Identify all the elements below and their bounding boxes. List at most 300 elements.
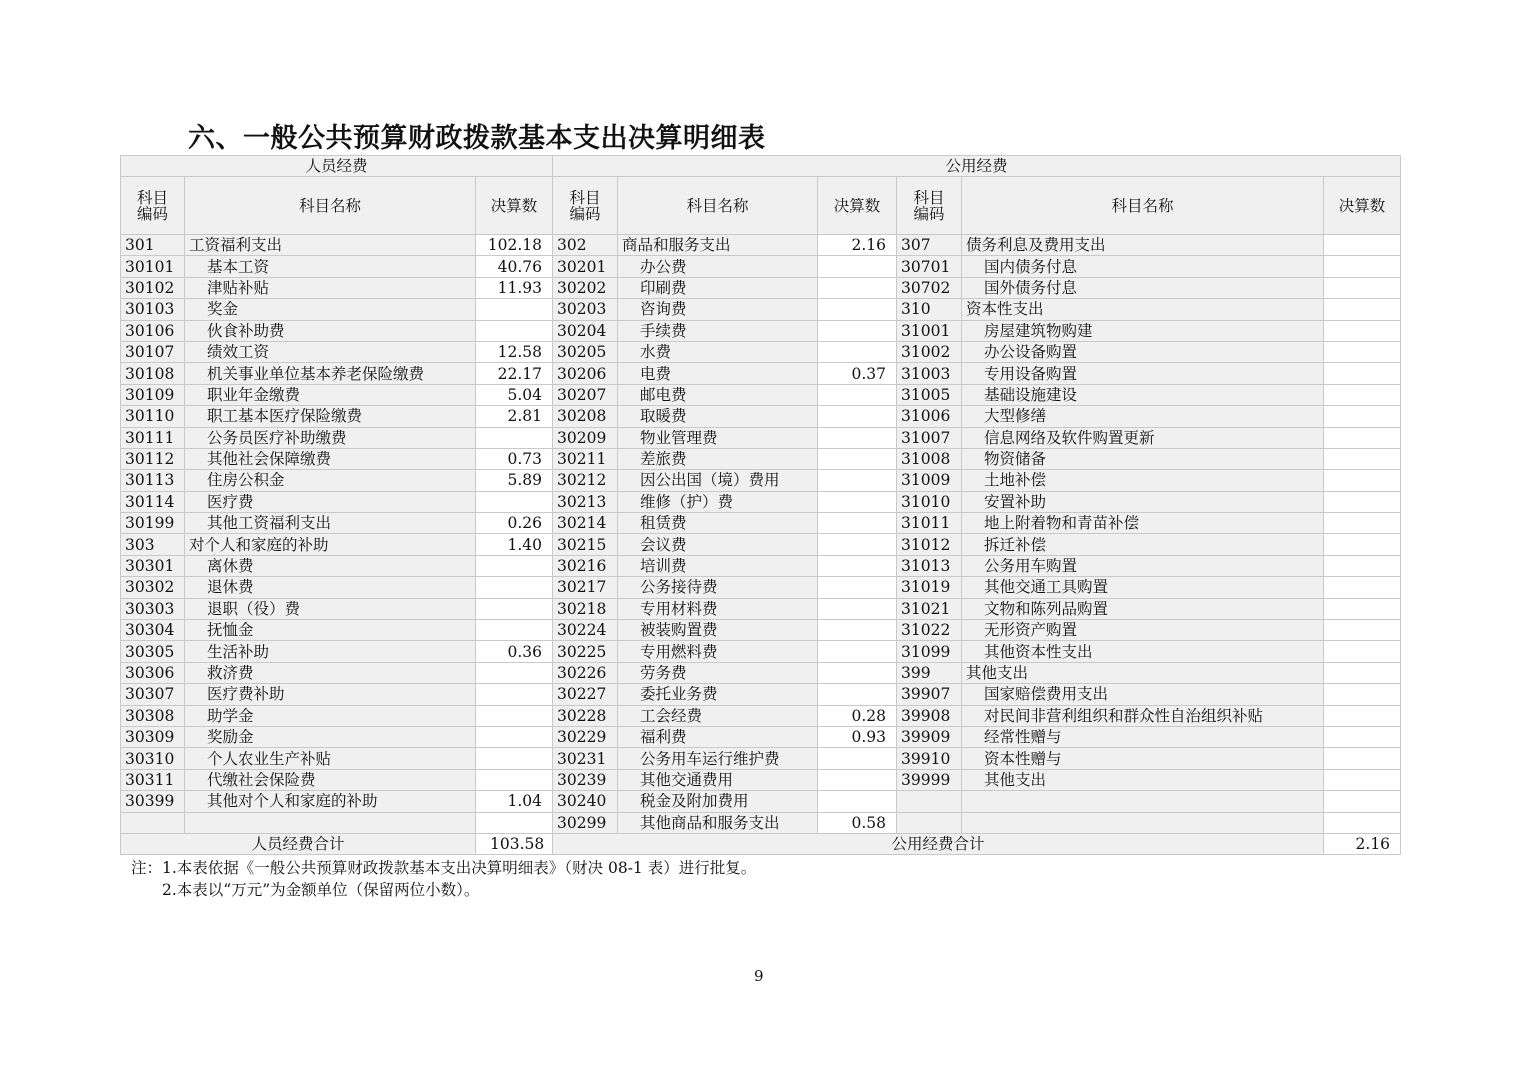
account-code: 30211: [553, 448, 618, 469]
account-code: 30308: [121, 705, 185, 726]
account-name: [618, 320, 818, 341]
account-name-text: 住房公积金: [207, 471, 285, 490]
account-name: [185, 470, 476, 491]
account-code: 30239: [553, 769, 618, 790]
amount: [476, 620, 553, 641]
header-name: 科目名称: [185, 177, 476, 235]
personnel-total-amount: 103.58: [476, 833, 553, 854]
account-code: 31019: [897, 577, 962, 598]
section-personnel: 人员经费: [121, 156, 553, 177]
account-name: [185, 534, 476, 555]
amount: [818, 555, 897, 576]
account-name: [185, 513, 476, 534]
header-code: 科目 编码: [553, 177, 618, 235]
account-name-text: 对个人和家庭的补助: [189, 535, 329, 554]
table-row: [121, 491, 1401, 512]
account-name-text: 职业年金缴费: [207, 385, 301, 404]
account-name: [185, 662, 476, 683]
account-name: [962, 320, 1324, 341]
account-code: 30702: [897, 277, 962, 298]
account-name: [185, 363, 476, 384]
account-code: 31099: [897, 641, 962, 662]
account-code: 39908: [897, 705, 962, 726]
account-name-text: 物业管理费: [640, 428, 718, 447]
account-code: 30311: [121, 769, 185, 790]
account-name-text: 抚恤金: [207, 621, 254, 640]
amount: [1324, 748, 1401, 769]
account-code: 31001: [897, 320, 962, 341]
public-total-label: 公用经费合计: [553, 833, 1324, 854]
account-code: 39910: [897, 748, 962, 769]
table-row: [121, 470, 1401, 491]
account-name: [185, 577, 476, 598]
header-code: 科目 编码: [897, 177, 962, 235]
account-name-text: 其他社会保障缴费: [207, 450, 332, 469]
account-name: [185, 620, 476, 641]
account-name-text: 地上附着物和青苗补偿: [984, 514, 1140, 533]
account-name: [618, 256, 818, 277]
account-name-text: 办公费: [640, 257, 687, 276]
account-code: 30214: [553, 513, 618, 534]
account-code: 30299: [553, 812, 618, 833]
account-name: [185, 384, 476, 405]
account-name-text: 专用燃料费: [640, 642, 718, 661]
account-name-text: 水费: [640, 343, 672, 362]
account-name: [185, 748, 476, 769]
account-name: [185, 684, 476, 705]
account-code: 31002: [897, 341, 962, 362]
account-name: [962, 555, 1324, 576]
amount: [1324, 277, 1401, 298]
account-code: 30108: [121, 363, 185, 384]
account-code: 31013: [897, 555, 962, 576]
account-code: 31021: [897, 598, 962, 619]
account-name: [185, 705, 476, 726]
table-row: [121, 812, 1401, 833]
account-code: 30303: [121, 598, 185, 619]
account-name: [962, 491, 1324, 512]
account-name-text: 被装购置费: [640, 621, 718, 640]
account-name-text: 经常性赠与: [984, 728, 1062, 747]
account-name: [185, 235, 476, 256]
amount: [818, 662, 897, 683]
account-code: 30305: [121, 641, 185, 662]
account-name: [962, 812, 1324, 833]
table-row: [121, 384, 1401, 405]
account-code: 31010: [897, 491, 962, 512]
account-name: [962, 577, 1324, 598]
account-name-text: 公务员医疗补助缴费: [207, 428, 347, 447]
amount: [1324, 256, 1401, 277]
table-row: [121, 448, 1401, 469]
account-name: [962, 534, 1324, 555]
account-name: [185, 641, 476, 662]
amount: [1324, 791, 1401, 812]
table-row: [121, 620, 1401, 641]
amount: [1324, 235, 1401, 256]
account-name-text: 文物和陈列品购置: [984, 599, 1109, 618]
account-name-text: 差旅费: [640, 450, 687, 469]
amount: [1324, 491, 1401, 512]
account-name-text: 福利费: [640, 728, 687, 747]
account-name: [618, 534, 818, 555]
account-code: 30202: [553, 277, 618, 298]
table-row: [121, 726, 1401, 747]
account-name-text: 无形资产购置: [984, 621, 1078, 640]
account-name-text: 退职（役）费: [207, 599, 301, 618]
account-name: [185, 256, 476, 277]
amount: [818, 470, 897, 491]
account-name-text: 拆迁补偿: [984, 535, 1047, 554]
account-name-text: 专用材料费: [640, 599, 718, 618]
account-name-text: 其他交通工具购置: [984, 578, 1109, 597]
account-name-text: 公务接待费: [640, 578, 718, 597]
account-name-text: 维修（护）费: [640, 492, 734, 511]
account-code: [897, 812, 962, 833]
account-code: 30102: [121, 277, 185, 298]
account-name: [962, 598, 1324, 619]
amount: 1.04: [476, 791, 553, 812]
account-code: 39999: [897, 769, 962, 790]
account-code: 30199: [121, 513, 185, 534]
amount: [1324, 427, 1401, 448]
account-code: 302: [553, 235, 618, 256]
account-name-text: 绩效工资: [207, 343, 270, 362]
account-name: [962, 277, 1324, 298]
table-row: [121, 363, 1401, 384]
account-name: [962, 470, 1324, 491]
account-name: [618, 491, 818, 512]
account-name: [618, 662, 818, 683]
amount: [1324, 470, 1401, 491]
account-name-text: 基础设施建设: [984, 385, 1078, 404]
account-code: 30302: [121, 577, 185, 598]
account-code: 30212: [553, 470, 618, 491]
account-code: [121, 812, 185, 833]
account-code: 30103: [121, 299, 185, 320]
account-name-text: 劳务费: [640, 664, 687, 682]
account-name-text: 大型修缮: [984, 407, 1047, 426]
page-title: 六、一般公共预算财政拨款基本支出决算明细表: [188, 123, 766, 154]
account-name: [962, 769, 1324, 790]
account-name: [618, 812, 818, 833]
amount: 2.81: [476, 406, 553, 427]
account-code: 30203: [553, 299, 618, 320]
table-row: [121, 406, 1401, 427]
account-name: [962, 705, 1324, 726]
notes: [131, 857, 756, 901]
account-code: 30224: [553, 620, 618, 641]
table-row: [121, 299, 1401, 320]
table-row: [121, 534, 1401, 555]
account-code: 30110: [121, 406, 185, 427]
account-code: 30112: [121, 448, 185, 469]
amount: [476, 320, 553, 341]
account-code: 30206: [553, 363, 618, 384]
amount: [818, 577, 897, 598]
note-2: 2.本表以“万元”为金额单位（保留两位小数）。: [131, 881, 480, 899]
account-name-text: 房屋建筑物购建: [984, 321, 1093, 340]
amount: [476, 705, 553, 726]
amount: [818, 277, 897, 298]
account-code: 30399: [121, 791, 185, 812]
personnel-total-label: 人员经费合计: [121, 833, 476, 854]
account-name-text: 退休费: [207, 578, 254, 597]
amount: [476, 726, 553, 747]
account-name-text: 工会经费: [640, 706, 703, 725]
account-code: 30306: [121, 662, 185, 683]
public-total-amount: 2.16: [1324, 833, 1401, 854]
amount: [1324, 341, 1401, 362]
account-name: [618, 684, 818, 705]
account-code: 30229: [553, 726, 618, 747]
account-code: 31022: [897, 620, 962, 641]
account-name-text: 邮电费: [640, 385, 687, 404]
account-name-text: 救济费: [207, 664, 254, 682]
table-row: [121, 427, 1401, 448]
amount: [476, 684, 553, 705]
account-code: 303: [121, 534, 185, 555]
amount: [1324, 662, 1401, 683]
account-name: [962, 641, 1324, 662]
account-name-text: 专用设备购置: [984, 364, 1078, 383]
account-name: [618, 748, 818, 769]
amount: 5.04: [476, 384, 553, 405]
account-name-text: 奖励金: [207, 728, 254, 747]
account-name: [618, 235, 818, 256]
account-name: [962, 384, 1324, 405]
account-code: 30209: [553, 427, 618, 448]
amount: [1324, 513, 1401, 534]
account-name: [962, 684, 1324, 705]
amount: [818, 620, 897, 641]
amount: [818, 341, 897, 362]
account-code: 30107: [121, 341, 185, 362]
section-public: 公用经费: [553, 156, 1401, 177]
expenditure-table: [120, 155, 1401, 855]
account-code: 30111: [121, 427, 185, 448]
account-code: 30227: [553, 684, 618, 705]
account-name-text: 其他支出: [984, 770, 1047, 789]
account-name: [185, 555, 476, 576]
account-code: 30215: [553, 534, 618, 555]
account-name: [618, 277, 818, 298]
account-name: [618, 341, 818, 362]
amount: [818, 641, 897, 662]
account-name-text: 国家赔偿费用支出: [984, 685, 1109, 704]
amount: [1324, 769, 1401, 790]
account-name: [962, 341, 1324, 362]
account-name: [618, 555, 818, 576]
account-name-text: 因公出国（境）费用: [640, 471, 780, 490]
account-code: 31007: [897, 427, 962, 448]
account-code: 30301: [121, 555, 185, 576]
amount: [818, 598, 897, 619]
header-name: 科目名称: [962, 177, 1324, 235]
account-name: [185, 406, 476, 427]
account-name: [618, 427, 818, 448]
amount: [1324, 406, 1401, 427]
account-name: [962, 406, 1324, 427]
account-name: [962, 235, 1324, 256]
table-row: [121, 791, 1401, 812]
account-name: [618, 577, 818, 598]
account-code: 301: [121, 235, 185, 256]
amount: [818, 791, 897, 812]
header-name: 科目名称: [618, 177, 818, 235]
account-code: 30231: [553, 748, 618, 769]
amount: [1324, 555, 1401, 576]
amount: [818, 769, 897, 790]
amount: 0.37: [818, 363, 897, 384]
amount: 11.93: [476, 277, 553, 298]
account-code: 30309: [121, 726, 185, 747]
table-row: [121, 577, 1401, 598]
account-code: 30208: [553, 406, 618, 427]
amount: 12.58: [476, 341, 553, 362]
account-name: [618, 299, 818, 320]
amount: [1324, 641, 1401, 662]
account-code: 30701: [897, 256, 962, 277]
account-code: 30225: [553, 641, 618, 662]
account-name-text: 安置补助: [984, 492, 1047, 511]
amount: 22.17: [476, 363, 553, 384]
amount: [818, 406, 897, 427]
account-code: 31008: [897, 448, 962, 469]
amount: [476, 812, 553, 833]
amount: 0.93: [818, 726, 897, 747]
table-row: [121, 513, 1401, 534]
account-code: 30109: [121, 384, 185, 405]
amount: [476, 555, 553, 576]
account-name: [185, 491, 476, 512]
account-name-text: 其他交通费用: [640, 770, 734, 789]
account-name-text: 代缴社会保险费: [207, 770, 316, 789]
table-row: [121, 235, 1401, 256]
amount: 0.28: [818, 705, 897, 726]
account-name: [185, 341, 476, 362]
account-name-text: 个人农业生产补贴: [207, 749, 332, 768]
account-name: [185, 726, 476, 747]
account-name-text: 国内债务付息: [984, 257, 1078, 276]
amount: [1324, 384, 1401, 405]
amount: [818, 491, 897, 512]
amount: [476, 299, 553, 320]
account-code: 310: [897, 299, 962, 320]
account-name: [185, 769, 476, 790]
account-code: 30216: [553, 555, 618, 576]
table-row: [121, 555, 1401, 576]
account-code: 30307: [121, 684, 185, 705]
amount: [1324, 684, 1401, 705]
account-code: 30114: [121, 491, 185, 512]
account-name-text: 公务用车运行维护费: [640, 749, 780, 768]
account-name: [618, 620, 818, 641]
account-name: [185, 598, 476, 619]
account-code: 30213: [553, 491, 618, 512]
account-name-text: 其他对个人和家庭的补助: [207, 792, 378, 811]
account-name-text: 对民间非营利组织和群众性自治组织补贴: [984, 706, 1264, 725]
account-name: [618, 406, 818, 427]
account-code: 30205: [553, 341, 618, 362]
account-code: 31006: [897, 406, 962, 427]
amount: [818, 320, 897, 341]
account-name-text: 机关事业单位基本养老保险缴费: [207, 364, 425, 383]
amount: [476, 769, 553, 790]
account-name-text: 电费: [640, 364, 672, 383]
account-name: [618, 726, 818, 747]
account-code: 30113: [121, 470, 185, 491]
account-code: 39907: [897, 684, 962, 705]
account-code: 30226: [553, 662, 618, 683]
account-name: [962, 620, 1324, 641]
amount: 40.76: [476, 256, 553, 277]
amount: 102.18: [476, 235, 553, 256]
amount: [818, 384, 897, 405]
account-name: [185, 427, 476, 448]
account-name: [962, 748, 1324, 769]
account-name-text: 国外债务付息: [984, 278, 1078, 297]
account-name: [962, 299, 1324, 320]
account-name-text: 物资储备: [984, 450, 1047, 469]
amount: 0.58: [818, 812, 897, 833]
account-name: [618, 791, 818, 812]
amount: [818, 513, 897, 534]
amount: [476, 662, 553, 683]
account-name: [618, 705, 818, 726]
account-name-text: 其他资本性支出: [984, 642, 1093, 661]
table-row: [121, 256, 1401, 277]
amount: [476, 748, 553, 769]
account-name: [185, 320, 476, 341]
account-code: 307: [897, 235, 962, 256]
account-code: 30310: [121, 748, 185, 769]
account-name-text: 债务利息及费用支出: [966, 236, 1106, 255]
amount: [476, 427, 553, 448]
amount: [1324, 577, 1401, 598]
account-name: [962, 427, 1324, 448]
amount: 0.73: [476, 448, 553, 469]
header-amount: 决算数: [1324, 177, 1401, 235]
amount: [476, 577, 553, 598]
account-code: 30304: [121, 620, 185, 641]
account-name: [618, 641, 818, 662]
account-name-text: 印刷费: [640, 278, 687, 297]
account-name-text: 会议费: [640, 535, 687, 554]
amount: [1324, 598, 1401, 619]
amount: [818, 299, 897, 320]
account-code: 31009: [897, 470, 962, 491]
table-row: [121, 705, 1401, 726]
amount: [1324, 726, 1401, 747]
table-row: [121, 277, 1401, 298]
account-name: [185, 448, 476, 469]
amount: 0.26: [476, 513, 553, 534]
account-name-text: 咨询费: [640, 300, 687, 319]
account-name: [618, 470, 818, 491]
account-name: [618, 384, 818, 405]
account-name-text: 工资福利支出: [189, 236, 283, 255]
amount: [1324, 620, 1401, 641]
amount: [818, 427, 897, 448]
account-code: 30201: [553, 256, 618, 277]
account-code: 30204: [553, 320, 618, 341]
account-name-text: 资本性赠与: [984, 749, 1062, 768]
account-name: [185, 791, 476, 812]
account-name: [618, 769, 818, 790]
account-name-text: 办公设备购置: [984, 343, 1078, 362]
account-name-text: 职工基本医疗保险缴费: [207, 407, 363, 426]
